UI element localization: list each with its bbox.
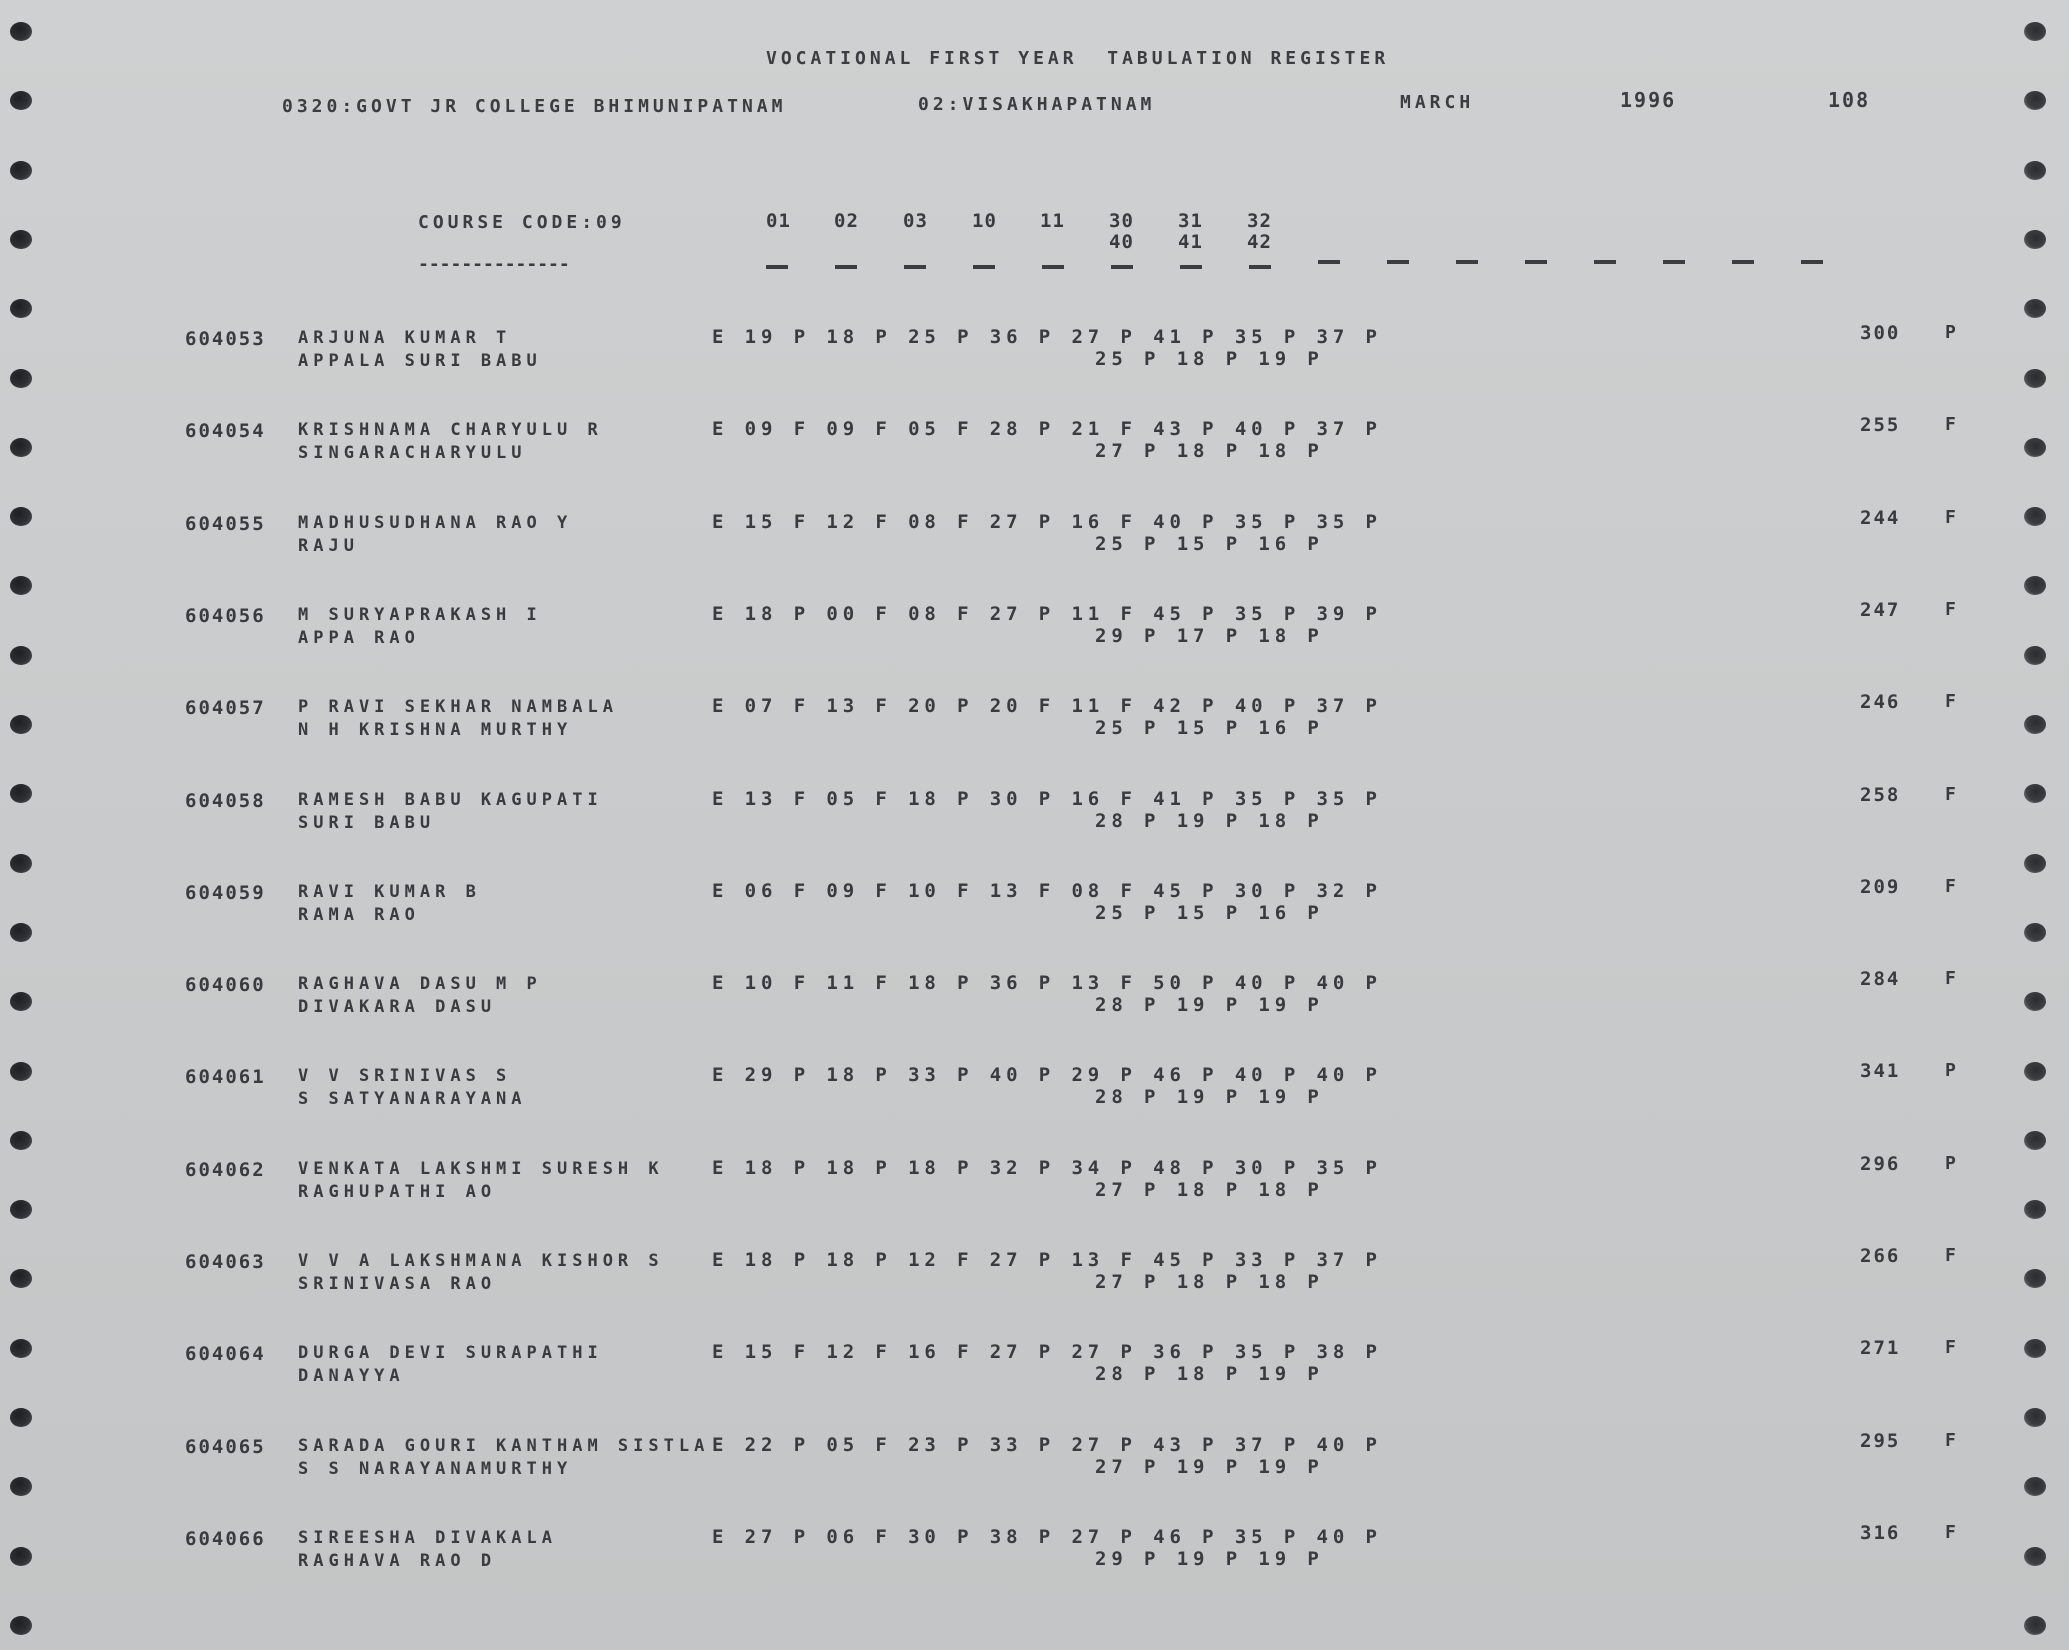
column-dash	[904, 265, 926, 269]
father-name: SRINIVASA RAO	[298, 1274, 497, 1294]
student-row	[0, 1429, 2069, 1506]
marks-line-2: 29 P 19 P 19 P	[1095, 1547, 1324, 1570]
tractor-hole	[10, 91, 32, 110]
tractor-hole	[10, 230, 32, 249]
result-status: P	[1945, 322, 1956, 343]
result-status: F	[1945, 1429, 1956, 1451]
father-name: DANAYYA	[298, 1366, 405, 1387]
student-row	[0, 691, 2069, 767]
marks-line-1: E 18 P 18 P 12 F 27 P 13 F 45 P 33 P 37 P	[712, 1249, 1382, 1271]
exam-month: MARCH	[1400, 92, 1475, 113]
tractor-hole	[10, 22, 32, 41]
column-dash	[1180, 265, 1202, 269]
roll-number: 604056	[185, 604, 266, 627]
marks-line-2: 28 P 19 P 19 P	[1095, 1086, 1324, 1109]
marks-line-2: 27 P 18 P 18 P	[1095, 1271, 1324, 1293]
subject-code: 30	[1109, 210, 1134, 232]
marks-line-2: 25 P 15 P 16 P	[1095, 901, 1324, 924]
result-status: F	[1945, 968, 1956, 990]
marks-line-1: E 09 F 09 F 05 F 28 P 21 F 43 P 40 P 37 P	[712, 418, 1382, 441]
tractor-hole	[2024, 161, 2046, 180]
result-status: F	[1945, 598, 1956, 620]
column-dash	[1318, 260, 1340, 264]
column-dash	[1732, 260, 1754, 264]
total-marks: 284	[1860, 968, 1901, 991]
student-row	[0, 968, 2069, 1044]
total-marks: 244	[1860, 506, 1901, 529]
column-dash	[1801, 260, 1823, 264]
column-dash	[1111, 265, 1133, 269]
father-name: SURI BABU	[298, 812, 436, 833]
roll-number: 604058	[185, 789, 266, 812]
exam-year: 1996	[1620, 88, 1677, 112]
marks-line-2: 28 P 18 P 19 P	[1095, 1363, 1324, 1386]
result-status: F	[1945, 1245, 1956, 1266]
father-name: SINGARACHARYULU	[298, 443, 527, 464]
column-dash	[766, 265, 788, 269]
father-name: RAJU	[298, 535, 359, 556]
subject-code: 40	[1109, 231, 1134, 253]
father-name: RAMA RAO	[298, 904, 420, 925]
tractor-hole	[2024, 230, 2046, 249]
roll-number: 604055	[185, 512, 266, 535]
subject-code: 42	[1247, 231, 1272, 253]
subject-code: 03	[903, 210, 928, 232]
student-row	[0, 322, 2069, 398]
father-name: S S NARAYANAMURTHY	[298, 1458, 573, 1479]
result-status: F	[1945, 783, 1956, 805]
roll-number: 604054	[185, 420, 266, 443]
result-status: F	[1945, 414, 1956, 436]
roll-number: 604064	[185, 1343, 266, 1366]
result-status: P	[1945, 1152, 1956, 1174]
marks-line-1: E 18 P 00 F 08 F 27 P 11 F 45 P 35 P 39 P	[712, 602, 1382, 625]
student-row	[0, 1337, 2069, 1413]
student-name: ARJUNA KUMAR T	[298, 328, 512, 348]
father-name: N H KRISHNA MURTHY	[298, 720, 573, 741]
column-dash	[1042, 265, 1064, 269]
student-name: M SURYAPRAKASH I	[298, 604, 542, 625]
subject-code: 02	[834, 210, 859, 232]
marks-line-2: 25 P 18 P 19 P	[1095, 348, 1324, 370]
student-name: V V A LAKSHMANA KISHOR S	[298, 1251, 664, 1271]
total-marks: 209	[1860, 875, 1901, 898]
father-name: DIVAKARA DASU	[298, 997, 497, 1018]
student-name: V V SRINIVAS S	[298, 1066, 512, 1087]
student-name: RAMESH BABU KAGUPATI	[298, 789, 603, 810]
college-code-name: 0320:GOVT JR COLLEGE BHIMUNIPATNAM	[282, 96, 787, 117]
total-marks: 246	[1860, 691, 1901, 714]
result-status: F	[1945, 1521, 1956, 1543]
student-row	[0, 506, 2069, 583]
course-code-label: COURSE CODE:09	[418, 212, 626, 233]
father-name: APPALA SURI BABU	[298, 351, 542, 371]
student-row	[0, 414, 2069, 490]
marks-line-2: 28 P 19 P 19 P	[1095, 994, 1324, 1017]
column-dash	[1663, 260, 1685, 264]
marks-line-1: E 29 P 18 P 33 P 40 P 29 P 46 P 40 P 40 P	[712, 1064, 1382, 1087]
column-dash	[835, 265, 857, 269]
result-status: F	[1945, 691, 1956, 713]
tractor-hole	[2024, 91, 2046, 110]
marks-line-2: 27 P 18 P 18 P	[1095, 1178, 1324, 1201]
student-name: RAGHAVA DASU M P	[298, 974, 542, 995]
marks-line-1: E 15 F 12 F 16 F 27 P 27 P 36 P 35 P 38 P	[712, 1341, 1382, 1364]
student-name: SARADA GOURI KANTHAM SISTLA	[298, 1435, 710, 1456]
student-row	[0, 1245, 2069, 1321]
roll-number: 604065	[185, 1435, 266, 1458]
column-dash	[1525, 260, 1547, 264]
total-marks: 247	[1860, 598, 1901, 621]
father-name: APPA RAO	[298, 627, 420, 648]
marks-line-2: 28 P 19 P 18 P	[1095, 809, 1324, 832]
subject-code: 01	[766, 210, 791, 232]
father-name: S SATYANARAYANA	[298, 1089, 527, 1110]
roll-number: 604066	[185, 1527, 266, 1550]
page-number: 108	[1828, 88, 1871, 112]
column-dash	[1594, 260, 1616, 264]
student-name: VENKATA LAKSHMI SURESH K	[298, 1158, 664, 1179]
student-row	[0, 598, 2069, 675]
result-status: F	[1945, 875, 1956, 897]
subject-code: 11	[1040, 210, 1065, 232]
result-status: F	[1945, 1337, 1956, 1359]
subject-code: 10	[972, 210, 997, 232]
tractor-hole	[2024, 299, 2046, 318]
total-marks: 300	[1860, 322, 1901, 344]
register-title: VOCATIONAL FIRST YEAR TABULATION REGISTER	[766, 48, 1390, 69]
marks-line-1: E 22 P 05 F 23 P 33 P 27 P 43 P 37 P 40 P	[712, 1433, 1382, 1456]
marks-line-1: E 15 F 12 F 08 F 27 P 16 F 40 P 35 P 35 P	[712, 510, 1382, 533]
marks-line-1: E 07 F 13 F 20 P 20 F 11 F 42 P 40 P 37 P	[712, 695, 1382, 718]
tractor-hole	[10, 299, 32, 318]
student-row	[0, 1060, 2069, 1136]
student-row	[0, 1521, 2069, 1598]
student-name: DURGA DEVI SURAPATHI	[298, 1343, 603, 1364]
roll-number: 604057	[185, 697, 266, 720]
total-marks: 255	[1860, 414, 1901, 437]
result-status: P	[1945, 1060, 1956, 1082]
student-name: MADHUSUDHANA RAO Y	[298, 512, 573, 533]
marks-line-1: E 06 F 09 F 10 F 13 F 08 F 45 P 30 P 32 P	[712, 879, 1382, 902]
course-code-underline: --------------	[418, 254, 570, 275]
roll-number: 604062	[185, 1158, 266, 1181]
tractor-hole	[10, 161, 32, 180]
subject-code: 31	[1178, 210, 1203, 232]
student-row	[0, 875, 2069, 952]
total-marks: 316	[1860, 1521, 1901, 1544]
student-row	[0, 1152, 2069, 1229]
student-name: P RAVI SEKHAR NAMBALA	[298, 697, 618, 718]
column-dash	[1456, 260, 1478, 264]
total-marks: 266	[1860, 1245, 1901, 1267]
student-row	[0, 783, 2069, 860]
total-marks: 258	[1860, 783, 1901, 806]
total-marks: 341	[1860, 1060, 1901, 1083]
student-name: RAVI KUMAR B	[298, 881, 481, 902]
tractor-hole	[2024, 1616, 2046, 1635]
marks-line-2: 25 P 15 P 16 P	[1095, 717, 1324, 740]
tractor-hole	[10, 1616, 32, 1635]
marks-line-1: E 10 F 11 F 18 P 36 P 13 F 50 P 40 P 40 P	[712, 972, 1382, 995]
column-dash	[1249, 265, 1271, 269]
marks-line-1: E 27 P 06 F 30 P 38 P 27 P 46 P 35 P 40 P	[712, 1525, 1382, 1548]
subject-code: 32	[1247, 210, 1272, 232]
marks-line-1: E 19 P 18 P 25 P 36 P 27 P 41 P 35 P 37 P	[712, 326, 1382, 348]
marks-line-1: E 13 F 05 F 18 P 30 P 16 F 41 P 35 P 35 P	[712, 787, 1382, 810]
marks-line-2: 27 P 19 P 19 P	[1095, 1455, 1324, 1478]
district-code-name: 02:VISAKHAPATNAM	[918, 94, 1156, 115]
student-name: SIREESHA DIVAKALA	[298, 1527, 557, 1548]
column-dash	[973, 265, 995, 269]
total-marks: 296	[1860, 1152, 1901, 1175]
roll-number: 604063	[185, 1251, 266, 1273]
roll-number: 604060	[185, 974, 266, 997]
result-status: F	[1945, 506, 1956, 528]
total-marks: 271	[1860, 1337, 1901, 1360]
roll-number: 604059	[185, 881, 266, 904]
roll-number: 604053	[185, 328, 266, 350]
column-dash	[1387, 260, 1409, 264]
marks-line-2: 29 P 17 P 18 P	[1095, 624, 1324, 647]
father-name: RAGHAVA RAO D	[298, 1550, 497, 1571]
marks-line-1: E 18 P 18 P 18 P 32 P 34 P 48 P 30 P 35 P	[712, 1156, 1382, 1179]
marks-line-2: 25 P 15 P 16 P	[1095, 532, 1324, 555]
total-marks: 295	[1860, 1429, 1901, 1452]
subject-code: 41	[1178, 231, 1203, 253]
father-name: RAGHUPATHI AO	[298, 1181, 497, 1202]
tractor-hole	[2024, 22, 2046, 41]
roll-number: 604061	[185, 1066, 266, 1089]
student-name: KRISHNAMA CHARYULU R	[298, 420, 603, 441]
marks-line-2: 27 P 18 P 18 P	[1095, 440, 1324, 463]
